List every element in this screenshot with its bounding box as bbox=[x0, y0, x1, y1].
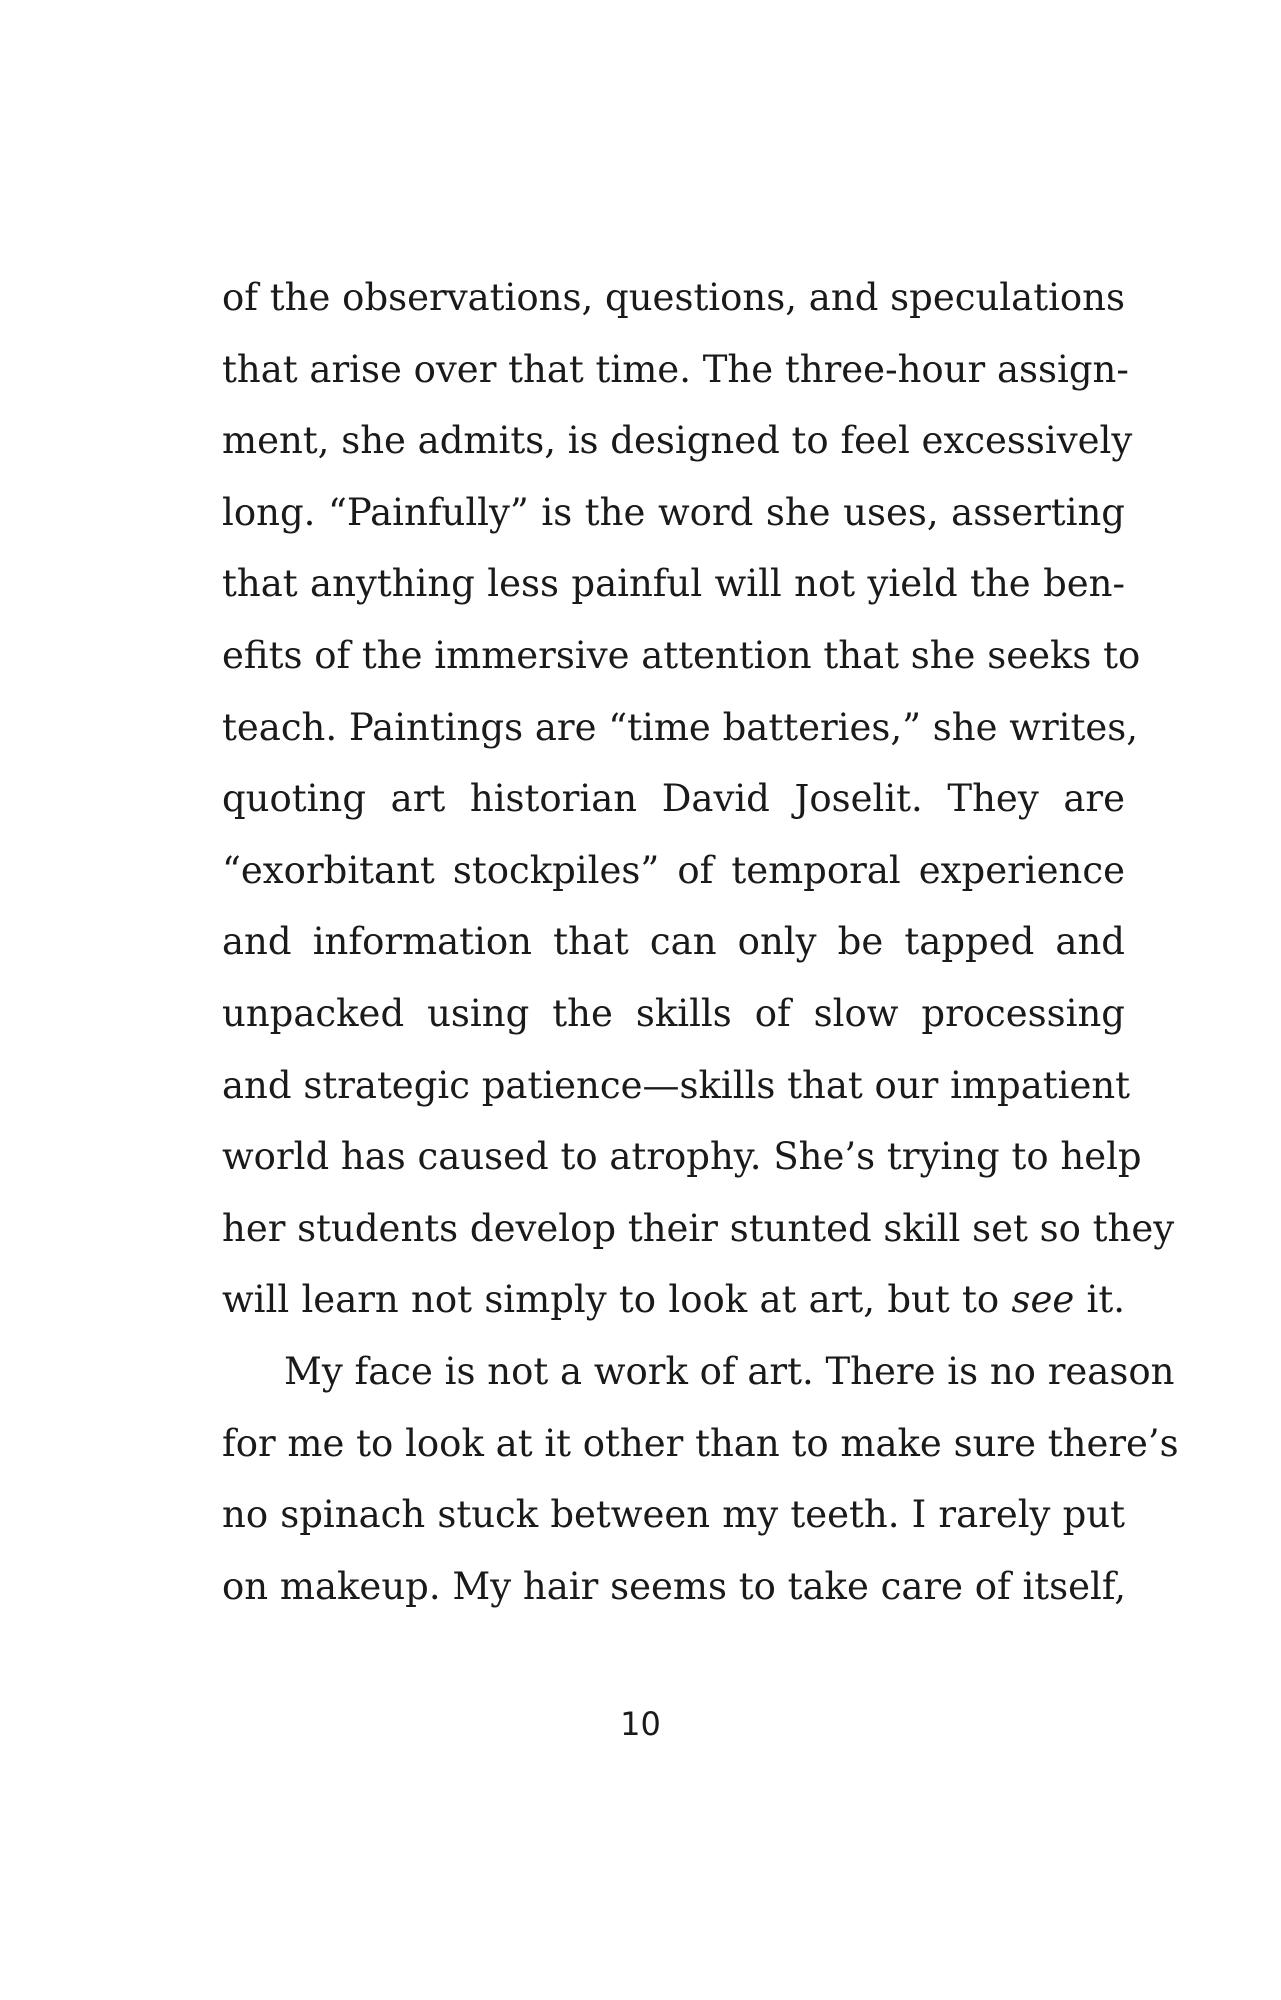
text-line: that arise over that time. The three-hour assign- bbox=[222, 347, 1129, 391]
page-number: 10 bbox=[620, 1705, 661, 1743]
text-line-last-of-paragraph bbox=[222, 1264, 1125, 1336]
text-line: that anything less painful will not yield the ben- bbox=[222, 562, 1125, 606]
text-line: and information that can only be tapped and bbox=[222, 920, 1125, 964]
text-line: efits of the immersive attention that she seeks to bbox=[222, 633, 1141, 677]
text-line: long. “Painfully” is the word she uses, asserting bbox=[222, 490, 1125, 534]
text-line: no spinach stuck between my teeth. I rarely put bbox=[222, 1493, 1125, 1537]
text-line: unpacked using the skills of slow processing bbox=[222, 991, 1125, 1035]
text-line: on makeup. My hair seems to take care of itself, bbox=[222, 1564, 1127, 1608]
text-line: quoting art historian David Joselit. They are bbox=[222, 777, 1125, 821]
text-line: teach. Paintings are “time batteries,” she writes, bbox=[222, 705, 1138, 749]
text-line: “exorbitant stockpiles” of temporal experience bbox=[222, 848, 1125, 892]
text-line: her students develop their stunted skill set so they bbox=[222, 1206, 1175, 1250]
text-line: world has caused to atrophy. She’s trying to help bbox=[222, 1135, 1142, 1179]
emphasized-word: see bbox=[1011, 1278, 1075, 1322]
text-line: of the observations, questions, and speculations bbox=[222, 276, 1125, 319]
body-text bbox=[222, 262, 1179, 1622]
paragraph-start-line: My face is not a work of art. There is no reason bbox=[284, 1349, 1175, 1393]
text-line: for me to look at it other than to make sure there’s bbox=[222, 1421, 1179, 1465]
text-line: ment, she admits, is designed to feel excessively bbox=[222, 419, 1133, 463]
text-run: it. bbox=[1074, 1278, 1125, 1322]
text-run: will learn not simply to look at art, but to bbox=[222, 1278, 1012, 1322]
text-line: and strategic patience—skills that our impatient bbox=[222, 1063, 1131, 1107]
